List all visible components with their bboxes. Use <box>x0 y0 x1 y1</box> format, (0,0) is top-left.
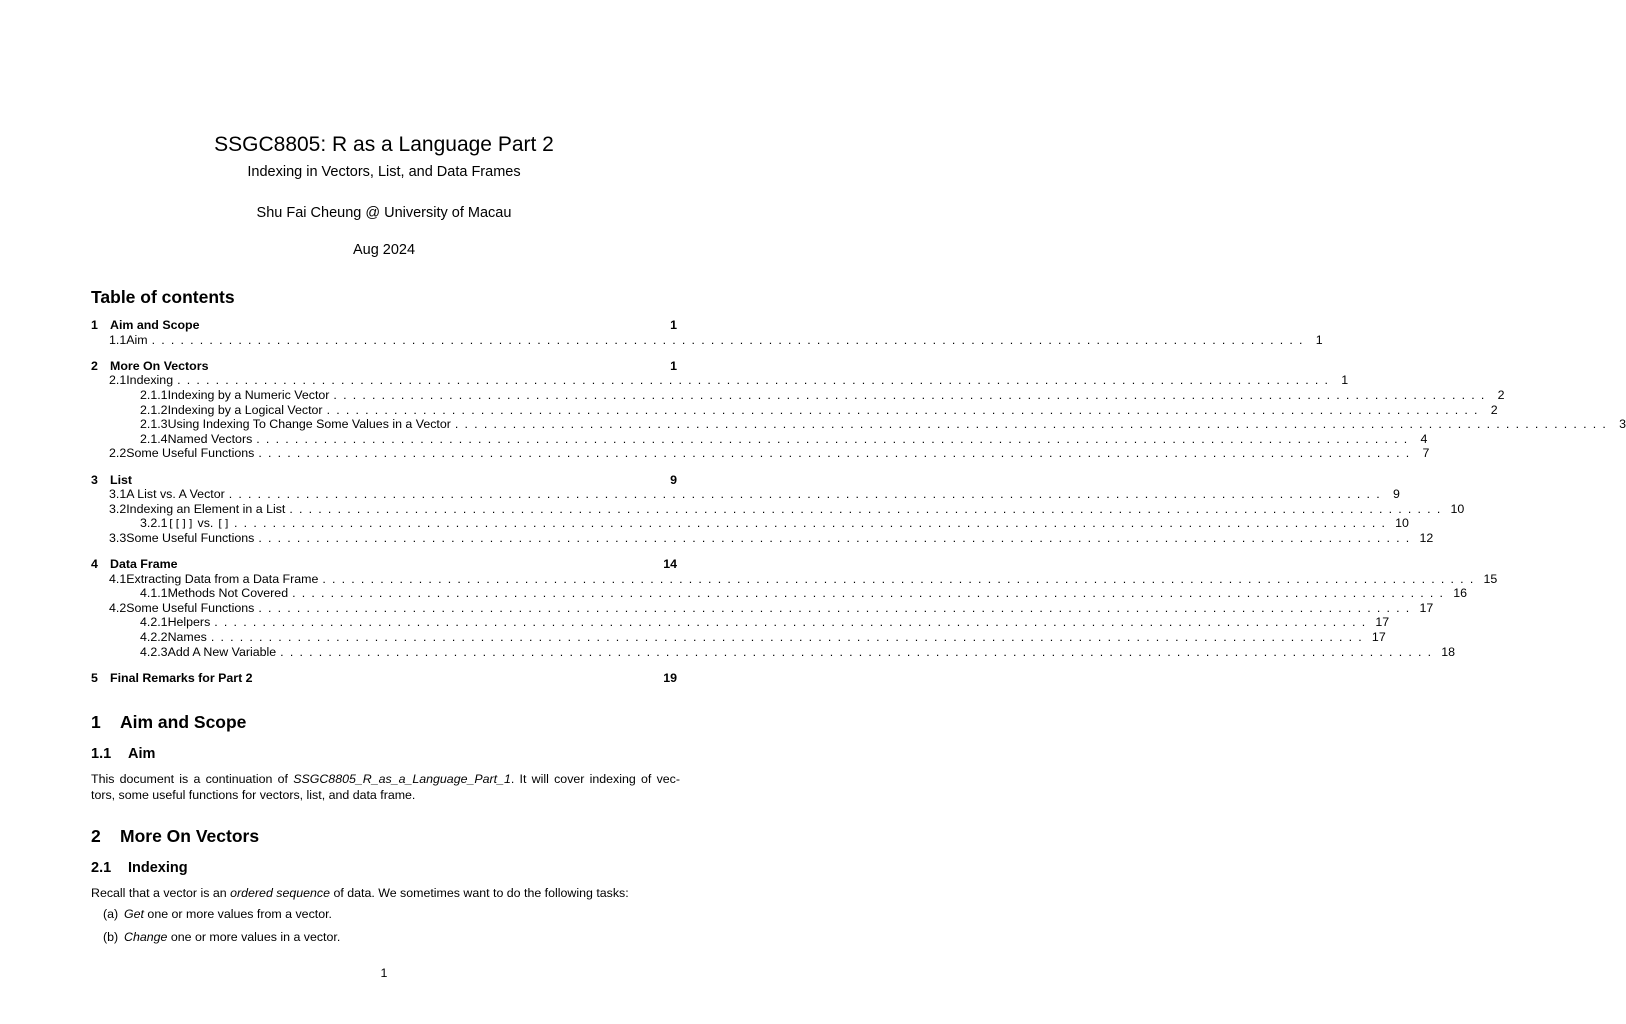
toc-entry-title: Final Remarks for Part 2 <box>110 670 253 685</box>
toc-entry-page: 18 <box>1441 644 1456 659</box>
toc-dot-leader: ........................................................................................................................ <box>258 446 1416 461</box>
section-number: 1 <box>91 712 101 732</box>
indexing-text-after: of data. We sometimes want to do the following tasks: <box>330 886 629 900</box>
subsection-title: Indexing <box>128 860 188 876</box>
section-heading-more-on-vectors <box>91 824 259 848</box>
list-item-text: one or more values from a vector. <box>143 907 332 921</box>
toc-entry-title: List <box>110 472 133 487</box>
document-title: SSGC8805: R as a Language Part 2 <box>214 133 554 156</box>
page-number: 1 <box>380 966 388 980</box>
toc-dot-leader: ........................................................................................................................ <box>258 600 1416 615</box>
aim-text-after: . It will cover indexing of vec-tors, some useful functions for vectors, list, and data frame. <box>91 772 680 802</box>
toc-entry[interactable] <box>91 586 1467 601</box>
toc-dot-leader: ........................................................................................................................ <box>289 501 1447 516</box>
document-subtitle: Indexing in Vectors, List, and Data Frames <box>247 164 521 180</box>
section-title: More On Vectors <box>120 826 260 846</box>
toc-entry[interactable] <box>91 516 1409 531</box>
toc-entry-page: 4 <box>1420 431 1428 446</box>
toc-dot-leader: ........................................................................................................................ <box>151 332 1309 347</box>
toc-entry-number: 2.1.4 <box>140 431 168 446</box>
toc-dot-leader: ........................................................................................................................ <box>228 487 1386 502</box>
toc-dot-leader: ........................................................................................................................ <box>234 516 1392 531</box>
toc-entry[interactable] <box>91 373 1349 388</box>
toc-entry[interactable] <box>91 501 1465 517</box>
toc-entry-page: 1 <box>1341 373 1349 388</box>
section-heading-aim-and-scope <box>91 710 246 734</box>
toc-entry[interactable] <box>91 318 677 333</box>
toc-entry-title: Using Indexing To Change Some Values in a Vector <box>167 417 451 432</box>
toc-entry-page: 1 <box>670 318 677 332</box>
toc-entry-page: 7 <box>1422 446 1430 461</box>
toc-entry-number: 4.2.3 <box>140 644 168 659</box>
toc-entry-page: 17 <box>1375 615 1390 630</box>
toc-entry[interactable] <box>91 530 1434 546</box>
toc-entry-title: Named Vectors <box>167 431 253 446</box>
toc-code-single-bracket: [] <box>216 517 231 531</box>
toc-entry-number: 5 <box>91 670 98 685</box>
list-item-label: (a) <box>103 907 119 921</box>
toc-entry-title: Helpers <box>167 615 211 630</box>
subsection-heading-aim <box>91 744 155 764</box>
toc-entry-title <box>168 516 230 532</box>
toc-dot-leader: ........................................................................................................................ <box>256 431 1414 446</box>
toc-entry-page: 17 <box>1419 600 1434 615</box>
part1-reference: SSGC8805_R_as_a_Language_Part_1 <box>293 772 511 786</box>
aim-paragraph <box>91 771 680 803</box>
toc-dot-leader: ........................................................................................................................ <box>280 644 1438 659</box>
toc-entry[interactable] <box>91 417 1626 432</box>
toc-entry-number: 2.1 <box>109 373 127 388</box>
toc-entry-page: 15 <box>1483 571 1498 586</box>
toc-entry-number: 1 <box>91 318 98 332</box>
toc-entry[interactable] <box>91 671 677 686</box>
toc-code-double-bracket: [[]] <box>167 517 195 531</box>
toc-entry-page: 2 <box>1497 387 1505 402</box>
toc-entry-number: 4.2.2 <box>140 630 168 645</box>
toc-entry-number: 4.1.1 <box>140 586 168 601</box>
toc-entry-page: 17 <box>1371 630 1386 645</box>
section-number: 2 <box>91 826 101 846</box>
subsection-heading-indexing <box>91 858 188 878</box>
toc-entry-number: 3.3 <box>109 530 127 545</box>
toc-entry-title: Names <box>167 630 207 645</box>
toc-entry-page: 10 <box>1450 501 1465 516</box>
toc-entry-page: 2 <box>1490 402 1498 417</box>
toc-dot-leader: ........................................................................................................................ <box>322 571 1480 586</box>
toc-entry-number: 4.1 <box>109 571 127 586</box>
toc-entry-title: Add A New Variable <box>167 644 277 659</box>
toc-dot-leader: ........................................................................................................................ <box>214 615 1372 630</box>
toc-entry-number: 3.1 <box>109 487 127 502</box>
toc-entry[interactable] <box>91 359 677 374</box>
toc-entry-number: 2.1.3 <box>140 417 168 432</box>
toc-entry[interactable] <box>91 387 1505 403</box>
toc-entry-number: 3 <box>91 472 98 487</box>
toc-dot-leader: ........................................................................................................................ <box>258 530 1416 545</box>
list-item <box>103 906 332 922</box>
toc-entry-title: A List vs. A Vector <box>126 487 225 502</box>
toc-title-vs: vs. <box>194 516 217 531</box>
table-of-contents <box>91 318 1626 685</box>
toc-entry-number: 4.2 <box>109 600 127 615</box>
toc-entry-title: More On Vectors <box>110 358 209 373</box>
toc-heading: Table of contents <box>91 287 235 307</box>
toc-dot-leader: ........................................................................................................................ <box>210 630 1368 645</box>
toc-entry[interactable] <box>91 446 1430 461</box>
toc-entry-number: 1.1 <box>109 332 127 347</box>
document-date: Aug 2024 <box>352 242 416 258</box>
toc-entry-title: Aim <box>126 332 148 347</box>
toc-entry-title: Indexing an Element in a List <box>126 501 286 516</box>
aim-text-before: This document is a continuation of <box>91 772 294 786</box>
toc-entry[interactable] <box>91 431 1428 447</box>
list-item-emphasis: Change <box>124 930 168 944</box>
toc-entry-title: Some Useful Functions <box>126 600 255 615</box>
toc-entry-page: 1 <box>1315 332 1323 347</box>
toc-entry[interactable] <box>91 487 1400 502</box>
toc-entry-title: Extracting Data from a Data Frame <box>126 571 319 586</box>
document-author: Shu Fai Cheung @ University of Macau <box>256 205 512 221</box>
toc-entry-page: 3 <box>1619 417 1626 432</box>
toc-dot-leader: ........................................................................................................................ <box>292 586 1450 601</box>
subsection-number: 1.1 <box>91 746 112 762</box>
toc-entry-title: Indexing <box>126 373 174 388</box>
toc-entry-number: 2.1.2 <box>140 402 168 417</box>
toc-entry-title: Methods Not Covered <box>167 586 289 601</box>
toc-entry[interactable] <box>91 644 1456 660</box>
toc-entry-page: 9 <box>1392 487 1400 502</box>
toc-entry[interactable] <box>91 615 1390 630</box>
toc-dot-leader: ........................................................................................................................ <box>333 387 1491 402</box>
toc-entry-page: 1 <box>670 358 677 373</box>
toc-entry-title: Indexing by a Logical Vector <box>167 402 323 417</box>
list-item <box>103 929 340 945</box>
toc-entry-number: 2.1.1 <box>140 387 168 402</box>
list-item-emphasis: Get <box>124 907 144 921</box>
toc-entry-number: 2 <box>91 358 98 373</box>
ordered-sequence-emphasis: ordered sequence <box>230 886 331 900</box>
section-title: Aim and Scope <box>120 712 247 732</box>
toc-entry-title: Aim and Scope <box>110 318 200 332</box>
toc-dot-leader: ........................................................................................................................ <box>326 402 1484 417</box>
toc-entry-page: 16 <box>1453 586 1467 601</box>
toc-entry-title: Some Useful Functions <box>126 530 255 545</box>
toc-entry[interactable] <box>91 473 677 488</box>
indexing-paragraph <box>91 885 680 901</box>
indexing-text-before: Recall that a vector is an <box>91 886 231 900</box>
toc-entry-page: 12 <box>1419 530 1434 545</box>
toc-dot-leader: ........................................................................................................................ <box>454 417 1612 432</box>
toc-entry-number: 4 <box>91 557 98 572</box>
subsection-number: 2.1 <box>91 860 112 876</box>
toc-entry[interactable] <box>91 402 1498 418</box>
list-item-label: (b) <box>103 930 119 944</box>
toc-entry[interactable] <box>91 600 1434 616</box>
toc-entry-page: 14 <box>663 557 677 572</box>
toc-entry-page: 19 <box>663 670 677 685</box>
toc-entry-page: 10 <box>1395 516 1409 531</box>
toc-entry[interactable] <box>91 332 1323 348</box>
toc-entry[interactable] <box>91 630 1386 645</box>
toc-entry-title: Indexing by a Numeric Vector <box>167 387 330 402</box>
toc-entry-title: Some Useful Functions <box>126 446 255 461</box>
toc-entry-number: 2.2 <box>109 446 127 461</box>
toc-entry-page: 9 <box>670 472 677 487</box>
toc-entry[interactable] <box>91 557 677 572</box>
toc-entry[interactable] <box>91 571 1498 587</box>
toc-dot-leader: ........................................................................................................................ <box>177 373 1335 388</box>
toc-entry-number: 3.2 <box>109 501 127 516</box>
toc-entry-number: 4.2.1 <box>140 615 168 630</box>
toc-entry-number: 3.2.1 <box>140 516 168 531</box>
toc-entry-title: Data Frame <box>110 557 178 572</box>
subsection-title: Aim <box>128 746 156 762</box>
list-item-text: one or more values in a vector. <box>167 930 341 944</box>
